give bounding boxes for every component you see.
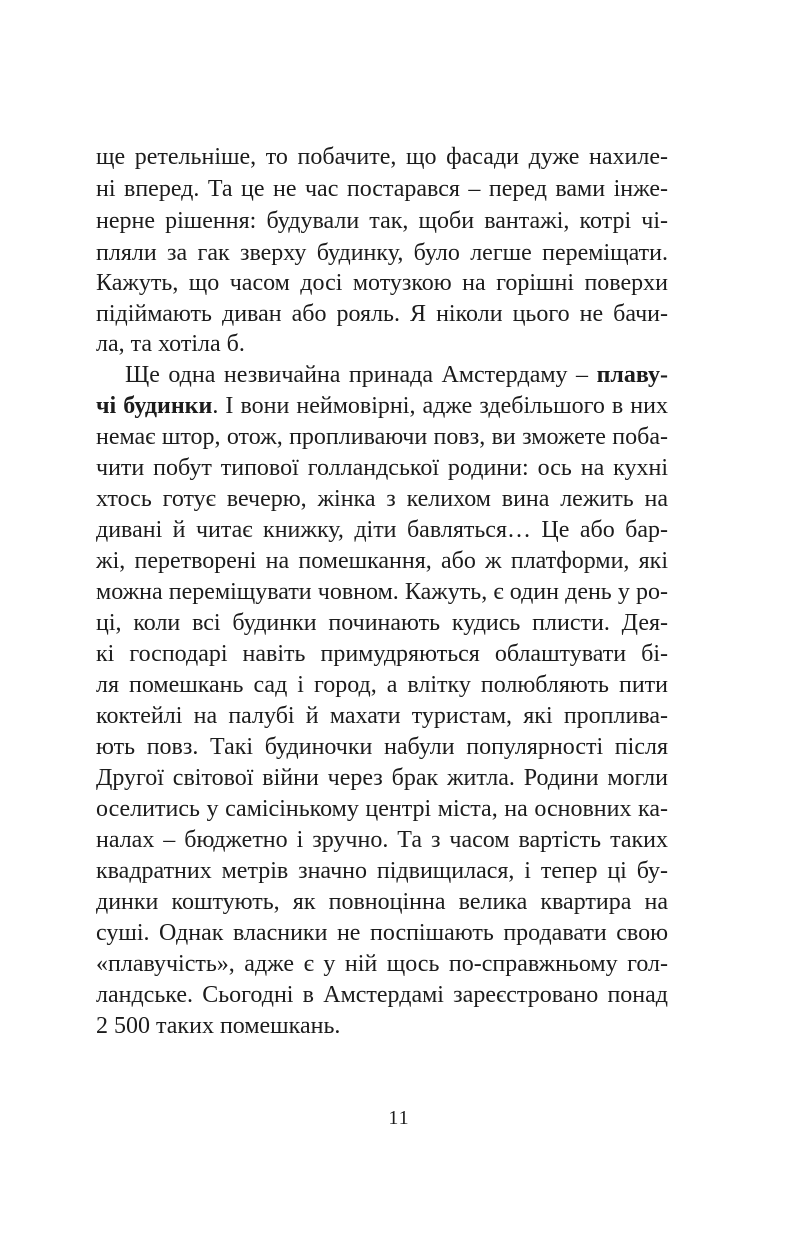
text-line: підіймають диван або рояль. Я ніколи цього не бачи- <box>96 301 668 327</box>
page-number: 11 <box>388 1107 410 1129</box>
text-line: жі, перетворені на помешкання, або ж платформи, які <box>96 548 668 574</box>
text-line <box>125 359 668 391</box>
text-line: «плавучість», адже є у ній щось по-справжньому гол- <box>96 951 668 977</box>
text-line: ще ретельніше, то побачите, що фасади дуже нахиле- <box>96 144 668 170</box>
bold-term: плаву- <box>596 362 668 388</box>
text-line <box>96 390 668 422</box>
text-line: ють повз. Такі будиночки набули популярності після <box>96 734 668 760</box>
text-line: налах – бюджетно і зручно. Та з часом вартість таких <box>96 827 668 853</box>
text-run: . І вони неймовірні, адже здебільшого в них <box>212 393 668 419</box>
text-line: 2 500 таких помешкань. <box>96 1013 341 1039</box>
text-line: хтось готує вечерю, жінка з келихом вина лежить на <box>96 486 668 512</box>
text-line: ландське. Сьогодні в Амстердамі зареєстровано понад <box>96 982 668 1008</box>
text-line: дивані й читає книжку, діти бавляться… Це або бар- <box>96 517 668 543</box>
text-line: динки коштують, як повноцінна велика квартира на <box>96 889 668 915</box>
text-line: немає штор, отож, пропливаючи повз, ви зможете поба- <box>96 424 668 450</box>
bold-term: чі будинки <box>96 393 213 419</box>
text-line: Кажуть, що часом досі мотузкою на горішні поверхи <box>96 270 668 296</box>
text-line: квадратних метрів значно підвищилася, і тепер ці бу- <box>96 858 668 884</box>
text-line: суші. Однак власники не поспішають продавати свою <box>96 920 668 946</box>
text-line: ла, та хотіла б. <box>96 331 245 357</box>
text-line: оселитись у самісінькому центрі міста, на основних ка- <box>96 796 668 822</box>
text-line: можна переміщувати човном. Кажуть, є один день у ро- <box>96 579 668 605</box>
text-run: Ще одна незвичайна принада Амстердаму – <box>125 362 597 388</box>
text-line: ля помешкань сад і город, а влітку полюбляють пити <box>96 672 668 698</box>
text-line: пляли за гак зверху будинку, було легше переміщати. <box>96 240 668 266</box>
text-line: Другої світової війни через брак житла. Родини могли <box>96 765 668 791</box>
text-line: чити побут типової голландської родини: ось на кухні <box>96 455 668 481</box>
text-line: ні вперед. Та це не час постарався – перед вами інже- <box>96 176 668 202</box>
text-line: ці, коли всі будинки починають кудись плисти. Дея- <box>96 610 668 636</box>
text-line: нерне рішення: будували так, щоби вантажі, котрі чі- <box>96 208 668 234</box>
text-line: кі господарі навіть примудряються облаштувати бі- <box>96 641 668 667</box>
text-line: коктейлі на палубі й махати туристам, які проплива- <box>96 703 668 729</box>
